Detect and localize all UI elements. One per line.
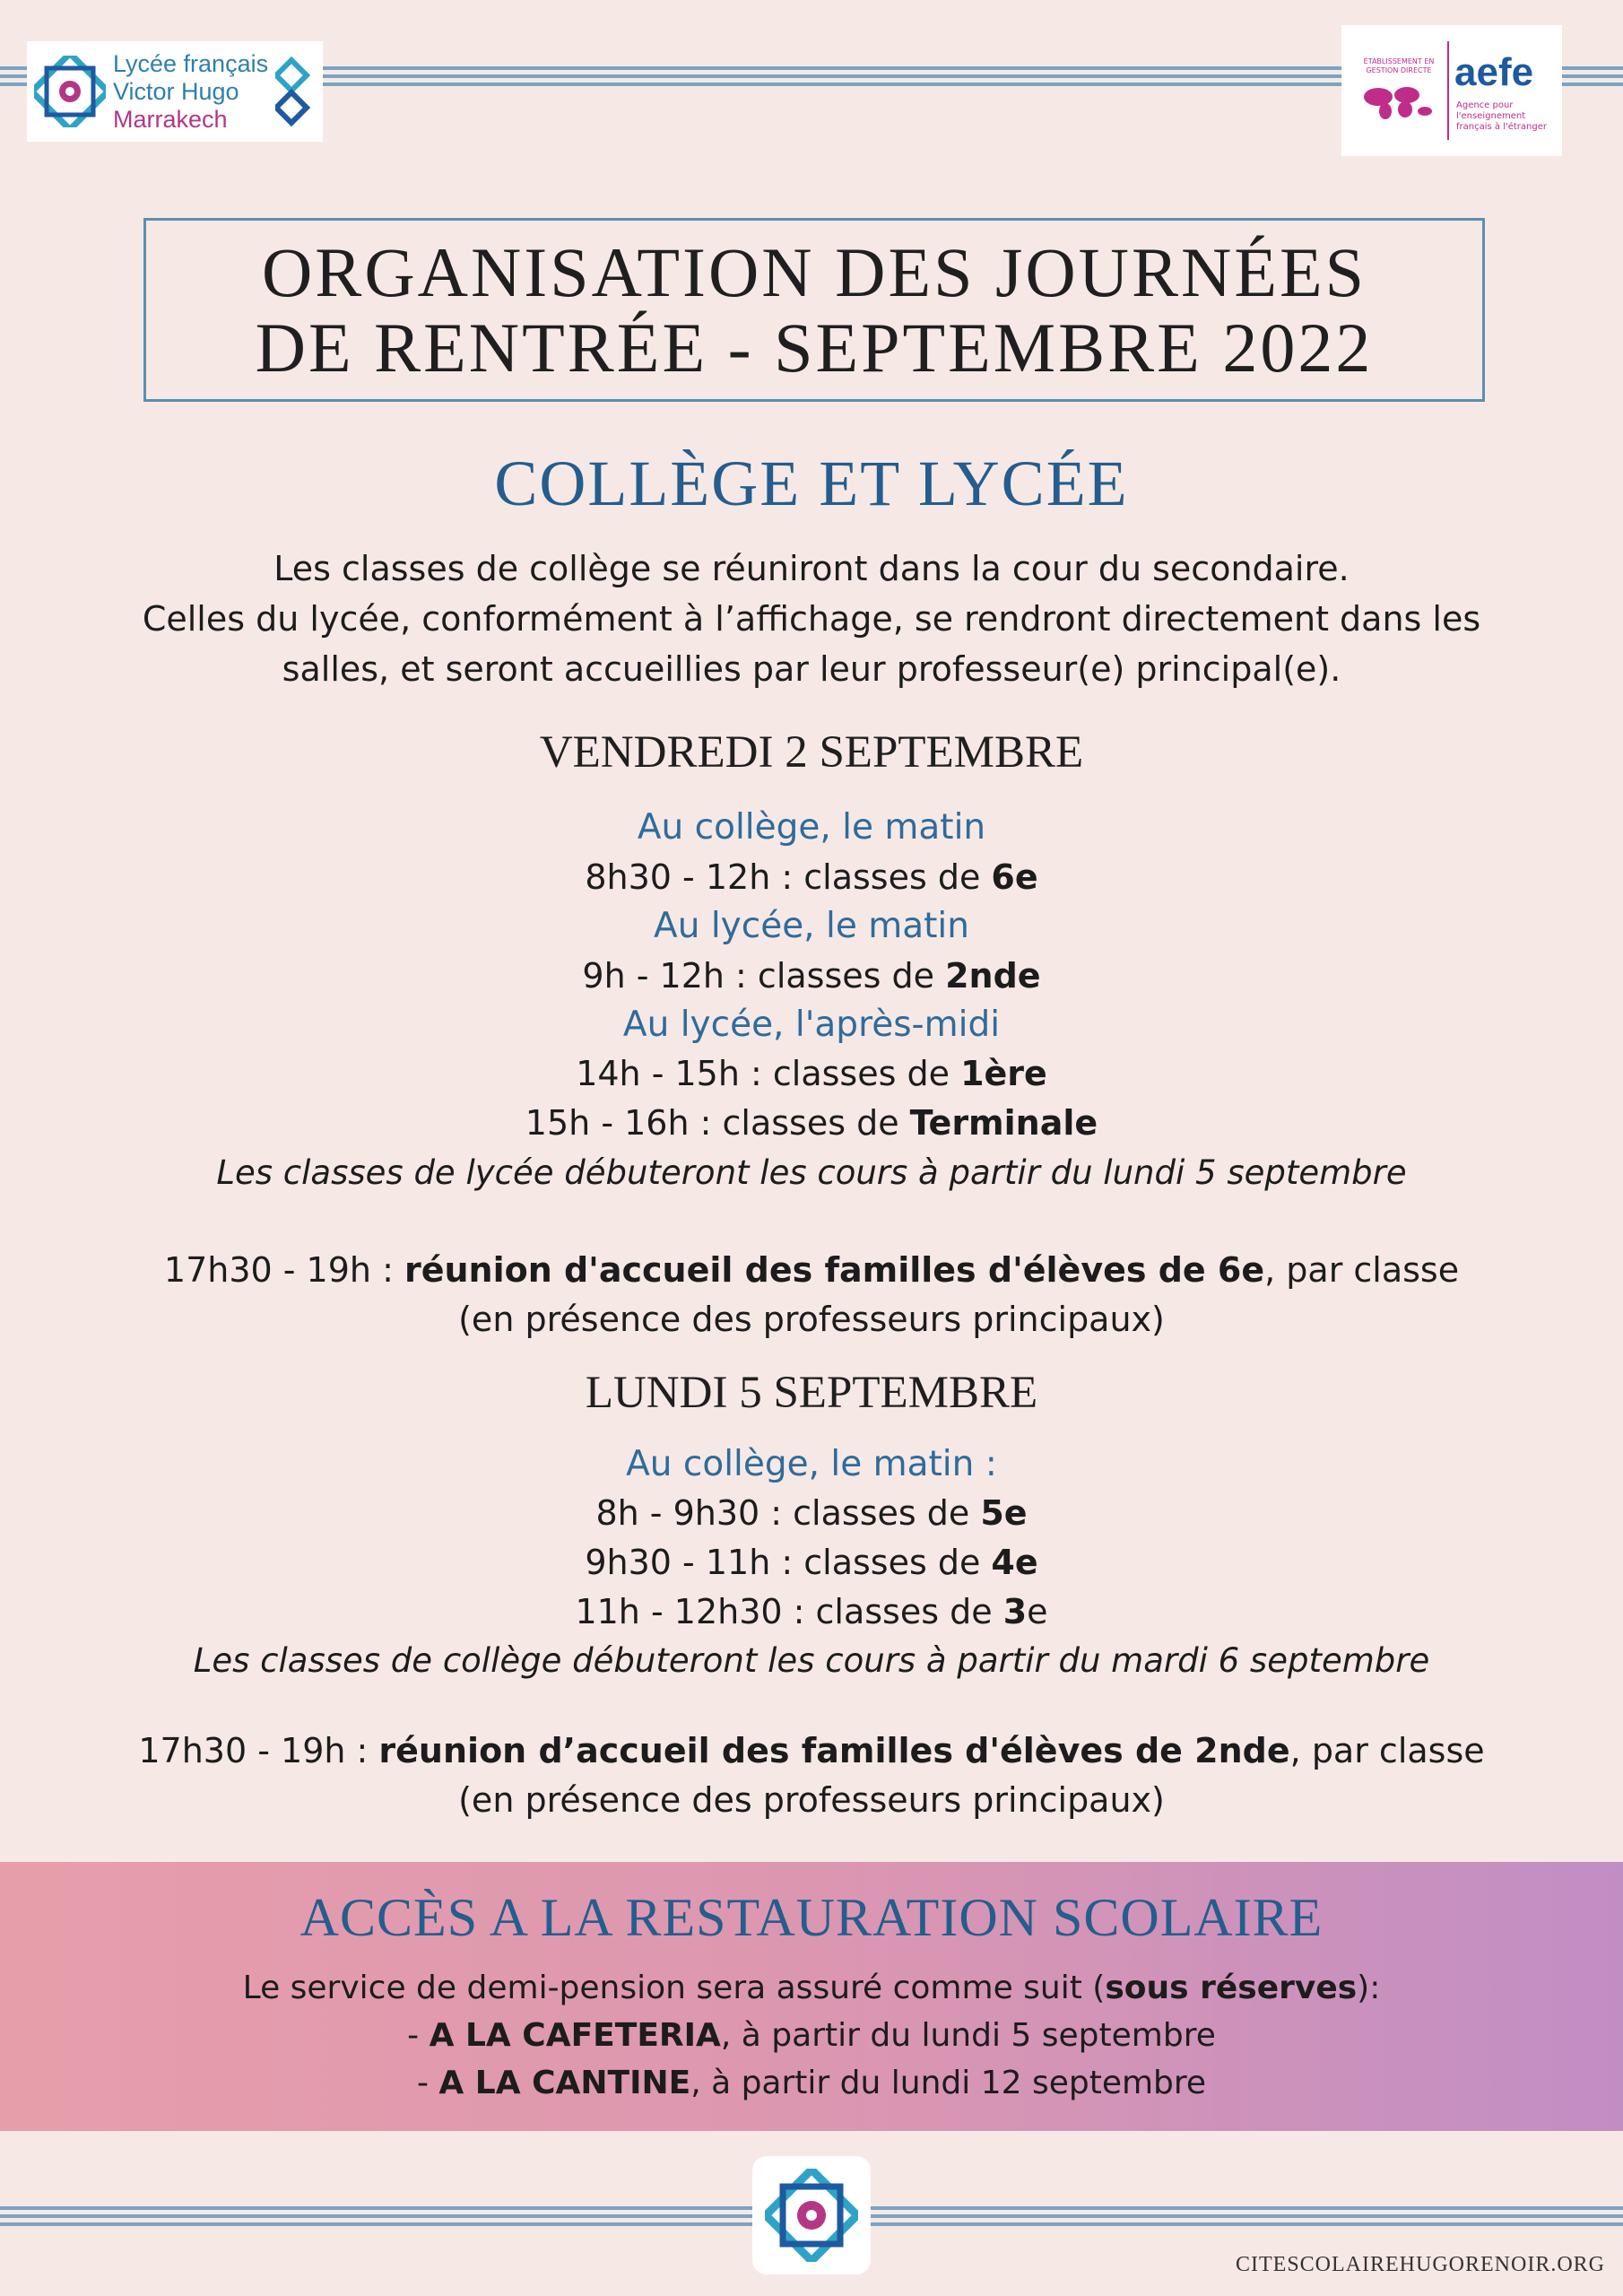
footer-logo — [752, 2156, 871, 2274]
star-pattern-icon — [34, 56, 106, 127]
aefe-subtitle: Agence pour l'enseignement français à l'étranger — [1456, 100, 1547, 132]
restauration-line3: - A LA CANTINE, à partir du lundi 12 septembre — [416, 2065, 1207, 2101]
monday-heading: LUNDI 5 SEPTEMBRE — [585, 1368, 1038, 1418]
restauration-line2: - A LA CAFETERIA, à partir du lundi 5 septembre — [407, 2017, 1216, 2054]
school-name — [113, 50, 268, 134]
world-map-icon — [1360, 81, 1437, 120]
page-title-line2: DE RENTRÉE - SEPTEMBRE 2022 — [255, 308, 1374, 387]
school-name-line3: Marrakech — [113, 105, 228, 133]
aefe-separator — [1447, 41, 1449, 140]
title-box — [143, 218, 1485, 402]
school-name-line1: Lycée français — [113, 49, 269, 77]
friday-slot-2nde: 9h - 12h : classes de 2nde — [582, 956, 1041, 996]
friday-college-morning: Au collège, le matin — [637, 807, 986, 848]
intro-line2: Celles du lycée, conformément à l’affichage, se rendront directement dans les — [142, 599, 1481, 639]
monday-college-morning: Au collège, le matin : — [626, 1444, 997, 1484]
aefe-logo — [1341, 25, 1562, 156]
star-pattern-icon — [765, 2169, 858, 2262]
monday-note: Les classes de collège débuteront les cours à partir du mardi 6 septembre — [193, 1641, 1430, 1680]
page-title-line1: ORGANISATION DES JOURNÉES — [261, 232, 1367, 311]
header-stripes-right — [1562, 66, 1623, 86]
aefe-label: ÉTABLISSEMENT EN GESTION DIRECTE — [1358, 57, 1440, 123]
friday-meeting-note: (en présence des professeurs principaux) — [458, 1300, 1165, 1339]
section-heading: COLLÈGE ET LYCÉE — [494, 448, 1129, 519]
monday-meeting-note: (en présence des professeurs principaux) — [458, 1780, 1165, 1820]
aefe-title: aefe — [1454, 50, 1534, 94]
pattern-fragment-icon — [275, 56, 311, 127]
intro-text — [0, 544, 1623, 694]
intro-line3: salles, et seront accueillies par leur professeur(e) principal(e). — [282, 649, 1341, 689]
school-logo — [27, 41, 323, 142]
monday-slot-5e: 8h - 9h30 : classes de 5e — [595, 1493, 1028, 1533]
monday-slot-3e: 11h - 12h30 : classes de 3e — [575, 1592, 1048, 1631]
friday-slot-terminale: 15h - 16h : classes de Terminale — [525, 1103, 1098, 1143]
header-stripes-left — [0, 66, 27, 86]
friday-slot-6e: 8h30 - 12h : classes de 6e — [585, 857, 1038, 897]
restauration-line1: Le service de demi-pension sera assuré comme suit (sous réserves): — [242, 1970, 1381, 2006]
monday-slot-4e: 9h30 - 11h : classes de 4e — [585, 1543, 1038, 1582]
friday-meeting: 17h30 - 19h : réunion d'accueil des familles d'élèves de 6e, par classe — [163, 1250, 1460, 1290]
friday-lycee-afternoon: Au lycée, l'après-midi — [622, 1004, 1001, 1045]
header-stripes-middle — [323, 66, 1341, 86]
school-name-line2: Victor Hugo — [113, 77, 239, 105]
footer-stripes-right — [871, 2206, 1623, 2226]
monday-meeting: 17h30 - 19h : réunion d’accueil des familles d'élèves de 2nde, par classe — [138, 1731, 1485, 1770]
website-url[interactable]: CITESCOLAIREHUGORENOIR.ORG — [1236, 2253, 1605, 2276]
friday-note: Les classes de lycée débuteront les cours à partir du lundi 5 septembre — [216, 1153, 1407, 1192]
friday-lycee-morning: Au lycée, le matin — [654, 906, 969, 946]
restauration-band — [0, 1862, 1623, 2131]
restauration-heading: ACCÈS A LA RESTAURATION SCOLAIRE — [299, 1888, 1324, 1947]
friday-slot-1ere: 14h - 15h : classes de 1ère — [576, 1054, 1047, 1093]
friday-heading: VENDREDI 2 SEPTEMBRE — [539, 727, 1084, 778]
intro-line1: Les classes de collège se réuniront dans la cour du secondaire. — [273, 549, 1350, 588]
footer-stripes-left — [0, 2206, 752, 2226]
